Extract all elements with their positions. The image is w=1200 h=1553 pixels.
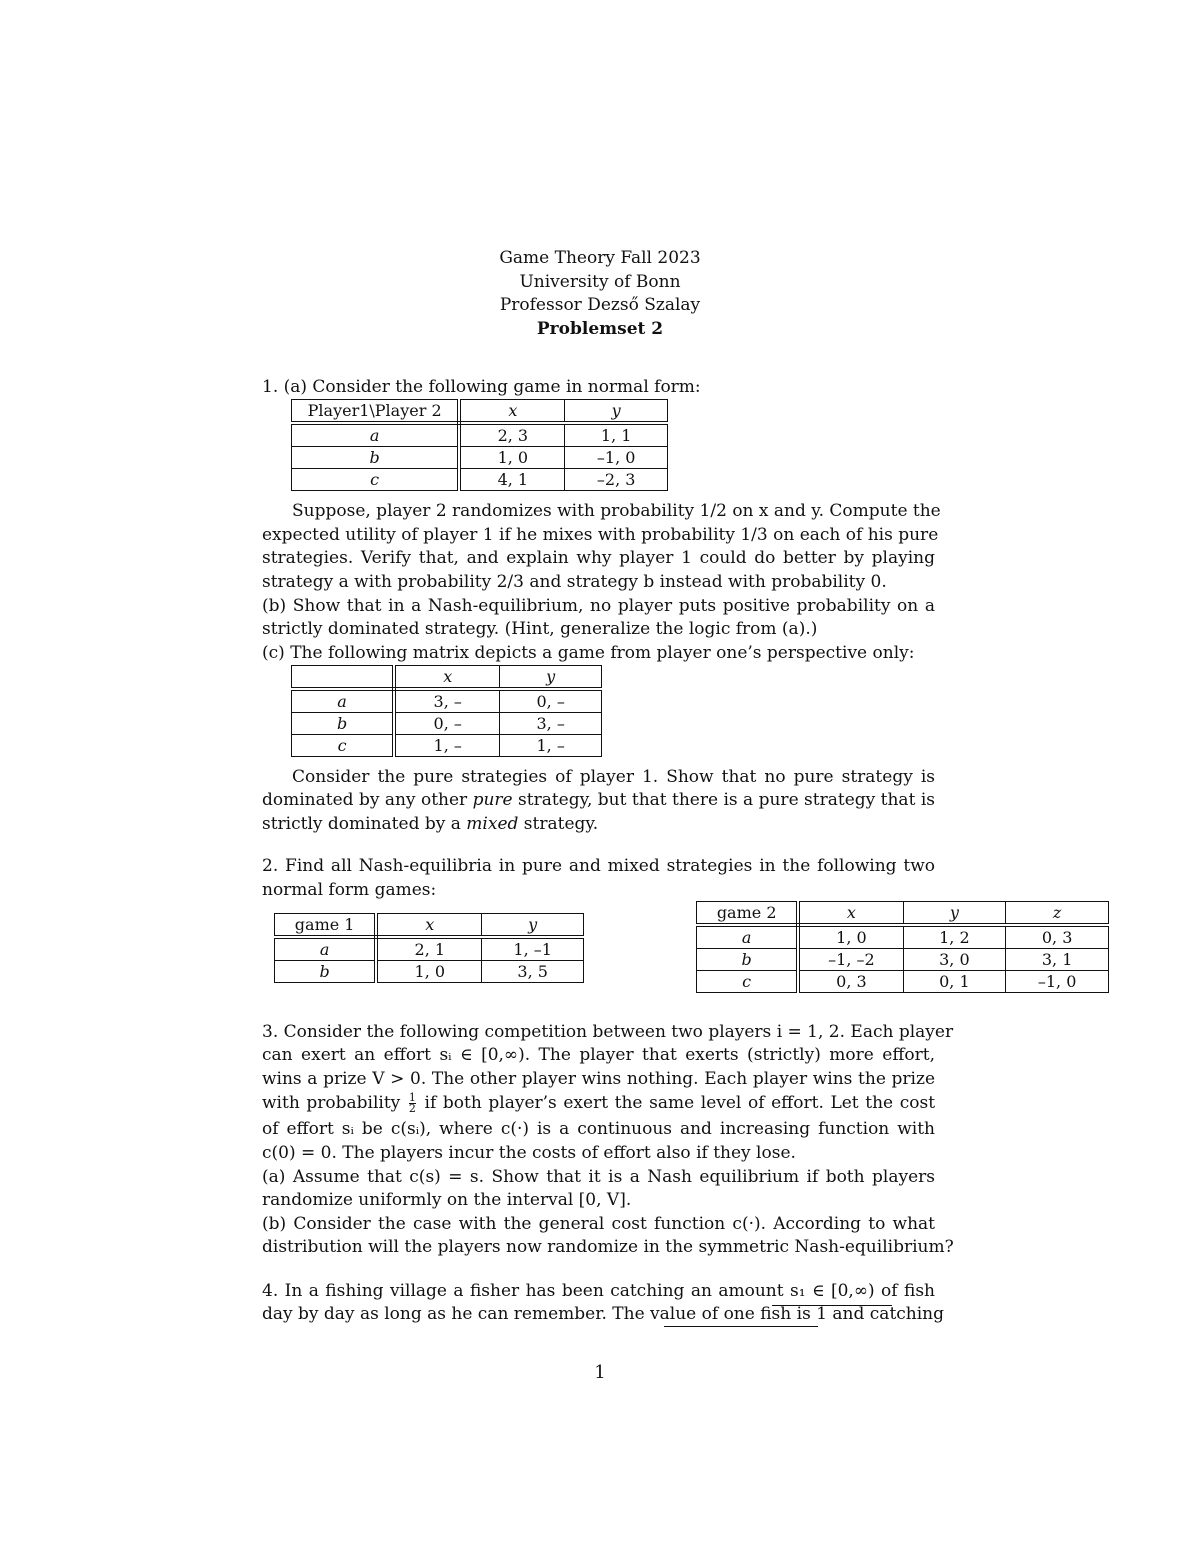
q3-line: (a) Assume that c(s) = s. Show that it is a Nash equilibrium if both players [262, 1167, 935, 1187]
q1c-emphasis: mixed [466, 814, 519, 834]
payoff-cell: 3, – [500, 713, 602, 735]
col-header: x [376, 914, 482, 938]
payoff-cell: –1, 0 [1006, 971, 1109, 993]
row-label: a [292, 689, 395, 713]
q2-line: 2. Find all Nash-equilibria in pure and mixed strategies in the following two [262, 856, 935, 876]
game2-table [696, 901, 1109, 993]
payoff-cell: –1, 0 [565, 447, 668, 469]
professor: Professor Dezső Szalay [499, 295, 701, 315]
payoff-cell: 1, 0 [376, 961, 482, 983]
payoff-cell: 1, 2 [903, 925, 1006, 949]
payoff-cell: –2, 3 [565, 469, 668, 491]
q1c-text: dominated by any other [262, 790, 473, 810]
table-corner [292, 666, 395, 690]
q3-line: c(0) = 0. The players incur the costs of effort also if they lose. [262, 1143, 796, 1163]
q1a-line: Suppose, player 2 randomizes with probability 1/2 on x and y. Compute the [292, 501, 941, 521]
q3-line: can exert an effort sᵢ ∈ [0,∞). The player that exerts (strictly) more effort, [262, 1045, 935, 1065]
payoff-cell: 3, – [394, 689, 500, 713]
q3-line: (b) Consider the case with the general cost function c(·). According to what [262, 1214, 935, 1234]
fraction-denominator: 2 [408, 1102, 416, 1115]
table-corner: Player1\Player 2 [292, 400, 460, 424]
row-label: b [292, 713, 395, 735]
row-label: b [697, 949, 799, 971]
payoff-cell: 0, 3 [798, 971, 903, 993]
payoff-cell: 1, 1 [565, 423, 668, 447]
col-header: x [798, 902, 903, 926]
payoff-cell: 2, 1 [376, 937, 482, 961]
q1c-text: strategy. [518, 814, 599, 834]
q3-line: wins a prize V > 0. The other player wins nothing. Each player wins the prize [262, 1069, 935, 1089]
q1a-line: expected utility of player 1 if he mixes with probability 1/3 on each of his pure [262, 525, 939, 545]
q3-line [262, 1093, 935, 1114]
q1c-line [262, 790, 935, 810]
page-number: 1 [594, 1362, 606, 1383]
payoff-cell: 1, –1 [482, 937, 584, 961]
col-header: y [500, 666, 602, 690]
fraction-numerator: 1 [408, 1091, 416, 1104]
q1c-text: strategy, but that there is a pure strategy that is [512, 790, 935, 810]
q3-line: of effort sᵢ be c(sᵢ), where c(·) is a continuous and increasing function with [262, 1119, 935, 1139]
row-label: a [275, 937, 377, 961]
q2-line: normal form games: [262, 880, 437, 900]
q1c-intro: (c) The following matrix depicts a game from player one’s perspective only: [262, 643, 915, 663]
q1b-line: (b) Show that in a Nash-equilibrium, no player puts positive probability on a [262, 596, 935, 616]
col-header: y [903, 902, 1006, 926]
pen-underline-mark [772, 1305, 892, 1306]
q1a-line: strategies. Verify that, and explain why player 1 could do better by playing [262, 548, 935, 568]
payoff-cell: 4, 1 [459, 469, 565, 491]
university: University of Bonn [519, 272, 681, 292]
col-header: y [565, 400, 668, 424]
payoff-cell: 3, 5 [482, 961, 584, 983]
q1c-game-table [291, 665, 602, 757]
row-label: c [292, 469, 460, 491]
q3-line: 3. Consider the following competition between two players i = 1, 2. Each player [262, 1022, 954, 1042]
payoff-cell: 3, 0 [903, 949, 1006, 971]
row-label: a [292, 423, 460, 447]
q3-line: distribution will the players now randomize in the symmetric Nash-equilibrium? [262, 1237, 954, 1257]
payoff-cell: 0, 1 [903, 971, 1006, 993]
q1c-line [262, 814, 598, 834]
course-title: Game Theory Fall 2023 [499, 248, 701, 268]
q1b-line: strictly dominated strategy. (Hint, generalize the logic from (a).) [262, 619, 818, 639]
pen-underline-mark [664, 1326, 818, 1327]
q1-intro: 1. (a) Consider the following game in normal form: [262, 377, 701, 397]
q3-text: with probability [262, 1093, 401, 1113]
table-corner: game 2 [697, 902, 799, 926]
payoff-cell: –1, –2 [798, 949, 903, 971]
col-header: z [1006, 902, 1109, 926]
q1-game-table [291, 399, 668, 491]
payoff-cell: 2, 3 [459, 423, 565, 447]
payoff-cell: 3, 1 [1006, 949, 1109, 971]
q4-line: 4. In a fishing village a fisher has been catching an amount s₁ ∈ [0,∞) of fish [262, 1281, 935, 1301]
one-half-fraction [409, 1093, 416, 1114]
row-label: b [292, 447, 460, 469]
game1-table [274, 913, 584, 983]
row-label: b [275, 961, 377, 983]
q1c-text: strictly dominated by a [262, 814, 467, 834]
col-header: y [482, 914, 584, 938]
col-header: x [394, 666, 500, 690]
payoff-cell: 1, – [500, 735, 602, 757]
row-label: c [697, 971, 799, 993]
payoff-cell: 0, – [500, 689, 602, 713]
q3-line: randomize uniformly on the interval [0, V]. [262, 1190, 632, 1210]
payoff-cell: 1, 0 [459, 447, 565, 469]
q1c-emphasis: pure [472, 790, 513, 810]
table-corner: game 1 [275, 914, 377, 938]
q1c-line: Consider the pure strategies of player 1. Show that no pure strategy is [292, 767, 935, 787]
payoff-cell: 0, 3 [1006, 925, 1109, 949]
payoff-cell: 0, – [394, 713, 500, 735]
q1a-line: strategy a with probability 2/3 and strategy b instead with probability 0. [262, 572, 887, 592]
problemset-title: Problemset 2 [536, 319, 664, 339]
payoff-cell: 1, – [394, 735, 500, 757]
col-header: x [459, 400, 565, 424]
row-label: c [292, 735, 395, 757]
q3-text: if both player’s exert the same level of effort. Let the cost [424, 1093, 936, 1113]
q4-line: day by day as long as he can remember. The value of one fish is 1 and catching [262, 1304, 945, 1324]
row-label: a [697, 925, 799, 949]
payoff-cell: 1, 0 [798, 925, 903, 949]
